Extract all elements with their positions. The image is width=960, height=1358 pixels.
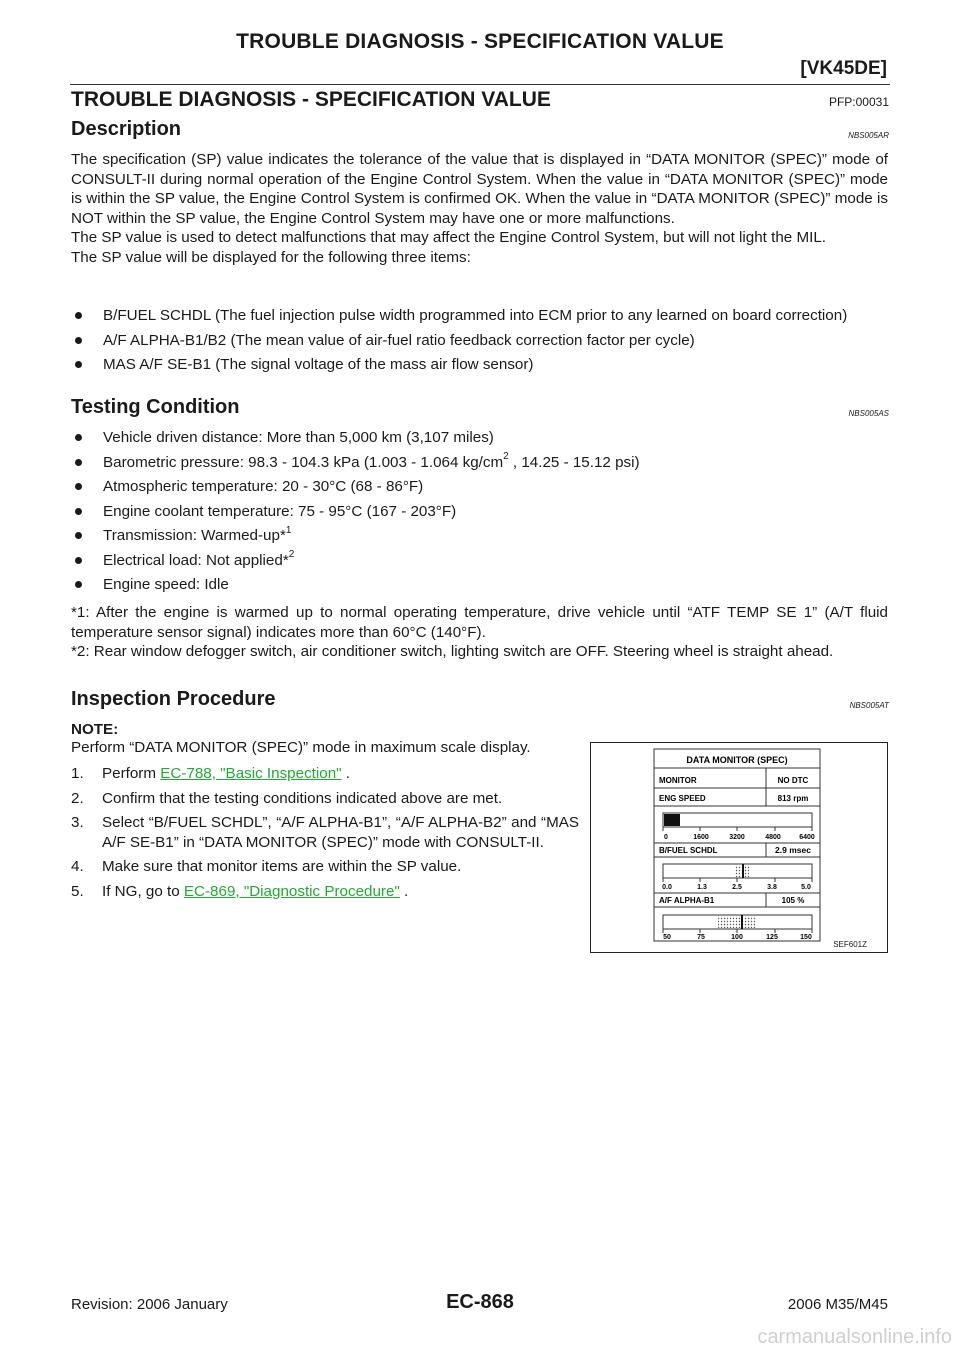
tick-label: 75 [697, 934, 705, 941]
diagnostic-procedure-link[interactable]: EC-869, "Diagnostic Procedure" [183, 882, 400, 900]
section-code: PFP:00031 [828, 95, 889, 109]
monitor-label: MONITOR [659, 776, 697, 785]
step-item: 5. If NG, go to EC-869, "Diagnostic Procedure" . [71, 882, 409, 900]
description-p3: The SP value will be displayed for the following three items: [71, 248, 471, 266]
af-alpha-sp-range [718, 916, 756, 928]
tick-label: 100 [731, 934, 743, 941]
description-text [71, 150, 888, 267]
footer-revision: Revision: 2006 January [71, 1296, 228, 1313]
fuel-schdl-indicator [742, 864, 744, 878]
step-item: 4. Make sure that monitor items are within the SP value. [71, 858, 462, 875]
basic-inspection-link[interactable]: EC-788, "Basic Inspection" [160, 765, 342, 782]
bullet-icon [75, 434, 82, 441]
running-header-title: TROUBLE DIAGNOSIS - SPECIFICATION VALUE [236, 30, 724, 53]
eng-speed-bar-frame [663, 813, 812, 827]
footer-page-number: EC-868 [446, 1291, 514, 1313]
monitor-value: NO DTC [777, 776, 809, 785]
af-alpha-value: 105 % [781, 896, 805, 905]
list-item: MAS A/F SE-B1 (The signal voltage of the mass air flow sensor) [71, 355, 888, 375]
testing-list [71, 428, 888, 600]
bullet-icon [75, 532, 82, 539]
bullet-icon [75, 459, 82, 466]
list-item: Atmospheric temperature: 20 - 30°C (68 - 86°F) [71, 477, 888, 497]
testing-notes [71, 603, 888, 662]
description-heading: Description [71, 118, 182, 140]
step-item: 3. Select “B/FUEL SCHDL”, “A/F ALPHA-B1”, “A/F ALPHA-B2” and “MAS A/F SE-B1” in “DATA MONITOR (SPEC)” mode with CONSULT-II. [71, 814, 579, 851]
description-code: NBS005AR [848, 131, 889, 140]
list-item: Electrical load: Not applied*$^2$ [71, 551, 888, 571]
testing-note-2: *2: Rear window defogger switch, air conditioner switch, lighting switch are OFF. Steering wheel is straight ahead. [71, 643, 834, 660]
af-alpha-label: A/F ALPHA-B1 [659, 896, 715, 905]
bullet-icon [75, 557, 82, 564]
tick-label: 150 [800, 934, 812, 941]
screen-title: DATA MONITOR (SPEC) [686, 755, 788, 765]
tick-label: 5.0 [801, 884, 811, 891]
tick-label: 125 [766, 934, 778, 941]
testing-heading: Testing Condition [71, 396, 240, 418]
list-item: A/F ALPHA-B1/B2 (The mean value of air-fuel ratio feedback correction factor per cycle) [71, 331, 888, 351]
tick-label: 3200 [729, 834, 745, 841]
list-item: Engine speed: Idle [71, 575, 888, 595]
list-item: Vehicle driven distance: More than 5,000 km (3,107 miles) [71, 428, 888, 448]
eng-speed-value: 813 rpm [777, 794, 809, 803]
testing-note-1: *1: After the engine is warmed up to normal operating temperature, drive vehicle until “ATF TEMP SE 1” (A/T fluid temperature sensor signal) indicates more than 60°C (140°F). [71, 604, 888, 641]
tick-label: 6400 [799, 834, 815, 841]
description-p2: The SP value is used to detect malfunctions that may affect the Engine Control System, but will not light the MIL. [71, 229, 826, 246]
list-item: Barometric pressure: 98.3 - 104.3 kPa (1.003 - 1.064 $kg/cm^2$ , 14.25 - 15.12 psi) [71, 453, 888, 473]
running-header-model: [VK45DE] [800, 58, 887, 79]
list-item: Engine coolant temperature: 75 - 95°C (167 - 203°F) [71, 502, 888, 522]
tick-label: 1600 [693, 834, 709, 841]
header-divider [70, 84, 890, 85]
description-p1: The specification (SP) value indicates the tolerance of the value that is displayed in “DATA MONITOR (SPEC)” mode of CONSULT-II during normal operation of the Engine Control System. When the value in “DATA MONITOR (SPEC)” mode is within the SP value, the Engine Control System is confirmed OK. When the value in “DATA MONITOR (SPEC)” mode is NOT within the SP value, the Engine Control System may have one or more malfunctions. [71, 151, 888, 227]
note-label: NOTE: [71, 721, 119, 738]
tick-label: 2.5 [732, 884, 742, 891]
data-monitor-figure [590, 742, 888, 953]
tick-label: 1.3 [697, 884, 707, 891]
tick-label: 50 [663, 934, 671, 941]
description-list [71, 306, 888, 380]
bullet-icon [75, 508, 82, 515]
step-item: 2. Confirm that the testing conditions indicated above are met. [71, 789, 503, 807]
watermark: carmanualsonline.info [757, 1326, 952, 1348]
testing-code: NBS005AS [848, 409, 889, 418]
inspection-code: NBS005AT [849, 701, 889, 710]
bullet-icon [75, 361, 82, 368]
list-item: Transmission: Warmed-up*$^1$ [71, 526, 888, 546]
note-text: Perform “DATA MONITOR (SPEC)” mode in maximum scale display. [71, 739, 531, 756]
data-monitor-screen [591, 743, 887, 952]
tick-label: 0.0 [662, 884, 672, 891]
bullet-icon [75, 337, 82, 344]
inspection-steps [71, 764, 579, 906]
eng-speed-label: ENG SPEED [659, 794, 706, 803]
fuel-schdl-label: B/FUEL SCHDL [659, 846, 718, 855]
eng-speed-bar-fill [664, 814, 680, 826]
inspection-heading: Inspection Procedure [71, 688, 276, 710]
tick-label: 3.8 [767, 884, 777, 891]
tick-label: 0 [664, 834, 668, 841]
bullet-icon [75, 581, 82, 588]
af-alpha-indicator [741, 915, 743, 929]
bullet-icon [75, 312, 82, 319]
fuel-schdl-value: 2.9 msec [775, 845, 811, 855]
section-title: TROUBLE DIAGNOSIS - SPECIFICATION VALUE [71, 88, 551, 111]
tick-label: 4800 [765, 834, 781, 841]
bullet-icon [75, 483, 82, 490]
list-item: B/FUEL SCHDL (The fuel injection pulse width programmed into ECM prior to any learned on board correction) [71, 306, 888, 326]
figure-id: SEF601Z [833, 940, 867, 949]
footer-model: 2006 M35/M45 [787, 1296, 888, 1313]
step-item: 1. Perform EC-788, "Basic Inspection" . [71, 765, 350, 782]
